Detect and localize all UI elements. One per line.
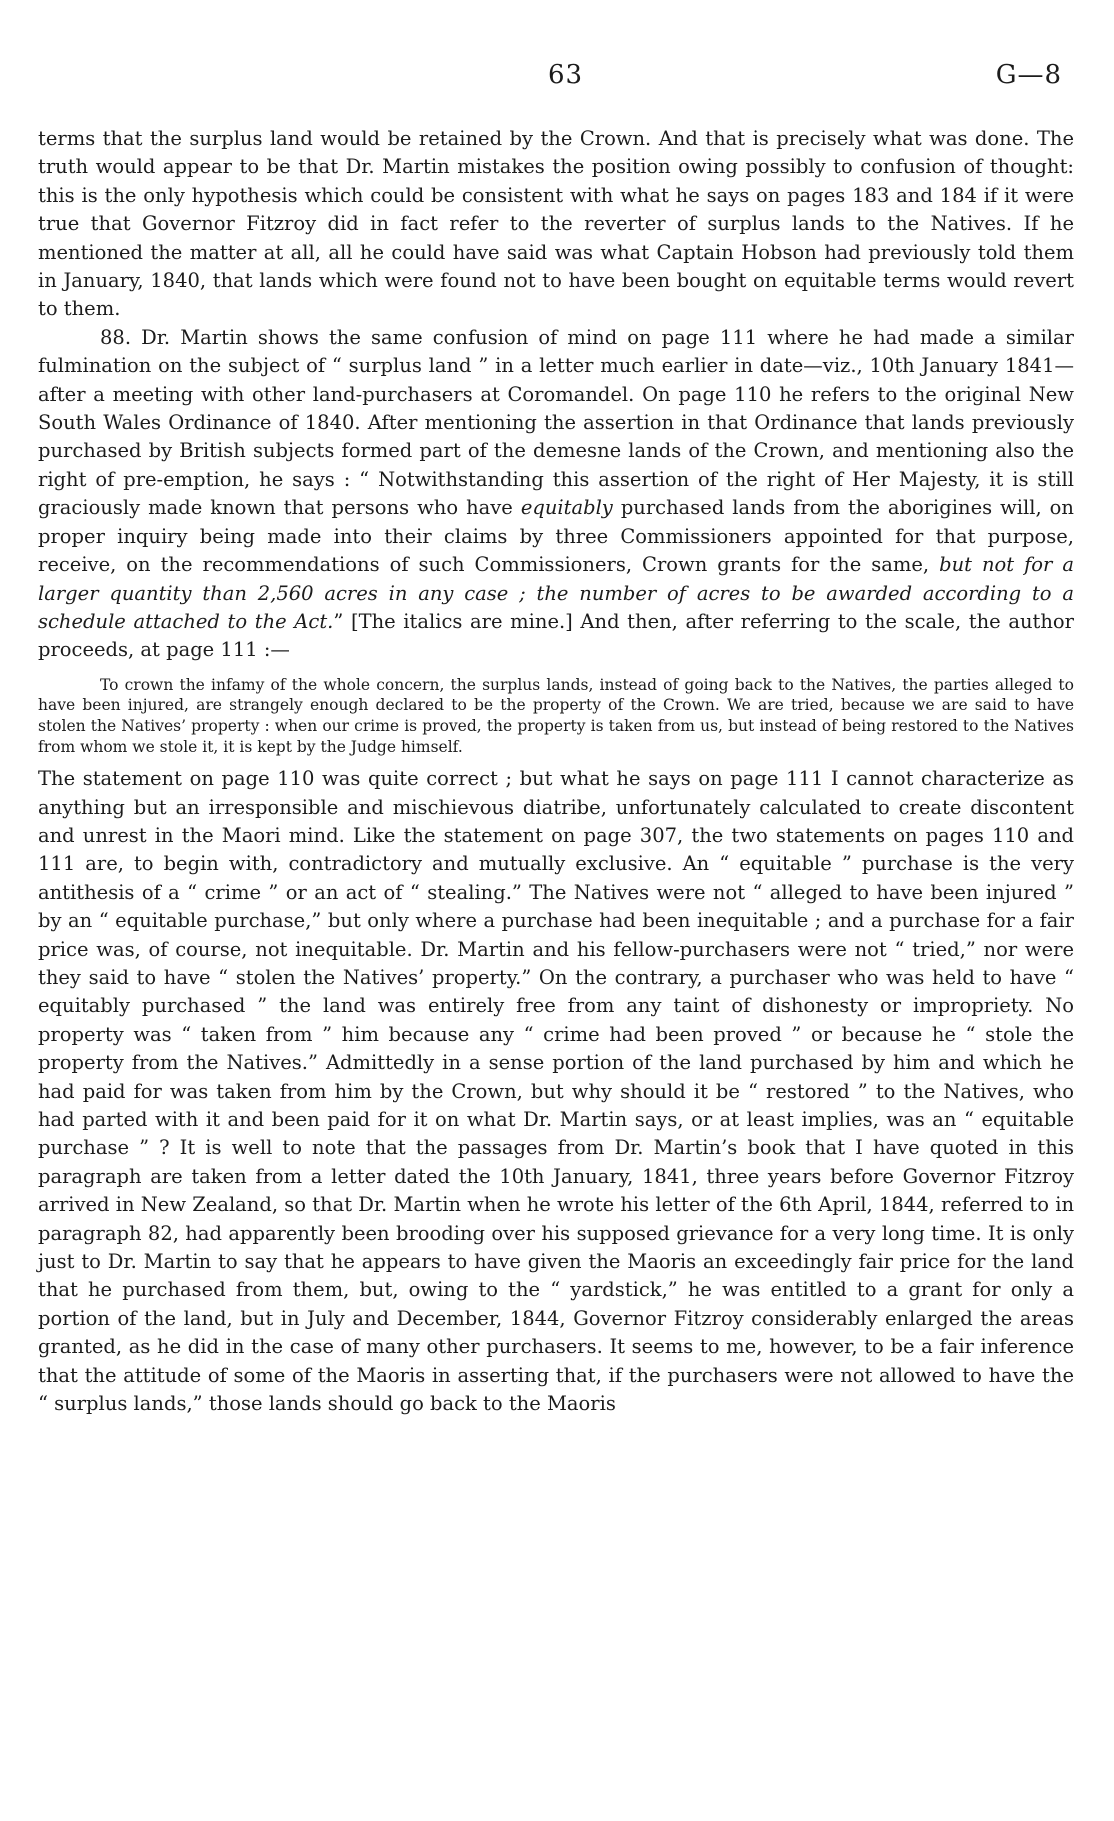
paragraph-88-italic-2: but not for a larger quantity than 2,560 acres in any case ; the number of acres to be awarded according to a schedule attached to the Act.: [38, 553, 1074, 633]
paragraph-88-text-3: ” [The italics are mine.] And then, after referring to the scale, the author proceeds, at page 111 :—: [38, 609, 1074, 662]
paragraph-88: [38, 324, 1074, 665]
paragraph-continuation: terms that the surplus land would be retained by the Crown. And that is precisely what was done. The truth would appear to be that Dr. Martin mistakes the position owing possibly to confusion of thought: this is the only hypothesis which could be consistent with what he says on pages 183 and 184 if it were true that Governor Fitzroy did in fact refer to the reverter of surplus lands to the Natives. If he mentioned the matter at all, all he could have said was what Captain Hobson had previously told them in January, 1840, that lands which were found not to have been bought on equitable terms would revert to them.: [38, 127, 1074, 321]
block-quote: To crown the infamy of the whole concern, the surplus lands, instead of going back to the Natives, the parties alleged to have been injured, are strangely enough declared to be the property of the Crown. We are tried, because we are said to have stolen the Natives’ property : when our crime is proved, the property is taken from us, but instead of being restored to the Natives from whom we stole it, it is kept by the Judge himself.: [38, 675, 1074, 756]
page-body: [38, 125, 1074, 1418]
paragraph-commentary: The statement on page 110 was quite correct ; but what he says on page 111 I cannot characterize as anything but an irresponsible and mischievous diatribe, unfortunately calculated to create discontent and unrest in the Maori mind. Like the statement on page 307, the two statements on pages 110 and 111 are, to begin with, contradictory and mutually exclusive. An “ equitable ” purchase is the very antithesis of a “ crime ” or an act of “ stealing.” The Natives were not “ alleged to have been injured ” by an “ equitable purchase,” but only where a purchase had been inequitable ; and a purchase for a fair price was, of course, not inequitable. Dr. Martin and his fellow-purchasers were not “ tried,” nor were they said to have “ stolen the Natives’ property.” On the contrary, a purchaser who was held to have “ equitably purchased ” the land was entirely free from any taint of dishonesty or impropriety. No property was “ taken from ” him because any “ crime had been proved ” or because he “ stole the property from the Natives.” Admittedly in a sense portion of the land purchased by him and which he had paid for was taken from him by the Crown, but why should it be “ restored ” to the Natives, who had parted with it and been paid for it on what Dr. Martin says, or at least implies, was an “ equitable purchase ” ? It is well to note that the passages from Dr. Martin’s book that I have quoted in this paragraph are taken from a letter dated the 10th January, 1841, three years before Governor Fitzroy arrived in New Zealand, so that Dr. Martin when he wrote his letter of the 6th April, 1844, referred to in paragraph 82, had apparently been brooding over his supposed grievance for a very long time. It is only just to Dr. Martin to say that he appears to have given the Maoris an exceedingly fair price for the land that he purchased from them, but, owing to the “ yardstick,” he was entitled to a grant for only a portion of the land, but in July and December, 1844, Governor Fitzroy considerably enlarged the areas granted, as he did in the case of many other purchasers. It seems to me, however, to be a fair inference that the attitude of some of the Maoris in asserting that, if the purchasers were not allowed to have the “ surplus lands,” those lands should go back to the Maoris: [38, 767, 1075, 1416]
paragraph-88-text-2: purchased lands from the aborigines will, on proper inquiry being made into their claims by three Commissioners appointed for that purpose, receive, on the recommendations of such Commissioners, Crown grants for the same,: [38, 496, 1074, 577]
paragraph-88-text-1: 88. Dr. Martin shows the same confusion of mind on page 111 where he had made a similar fulmination on the subject of “ surplus land ” in a letter much earlier in date—viz., 10th January 1841—after a meeting with other land-purchasers at Coromandel. On page 110 he refers to the original New South Wales Ordinance of 1840. After mentioning the assertion in that Ordinance that lands previously purchased by British subjects formed part of the demesne lands of the Crown, and mentioning also the right of pre-emption, he says : “ Notwithstanding this assertion of the right of Her Majesty, it is still graciously made known that persons who have: [38, 325, 1074, 520]
document-reference: G—8: [995, 60, 1062, 90]
page-number: 63: [548, 60, 584, 90]
paragraph-88-italic-1: equitably: [520, 496, 613, 520]
page-header: [0, 60, 1114, 100]
